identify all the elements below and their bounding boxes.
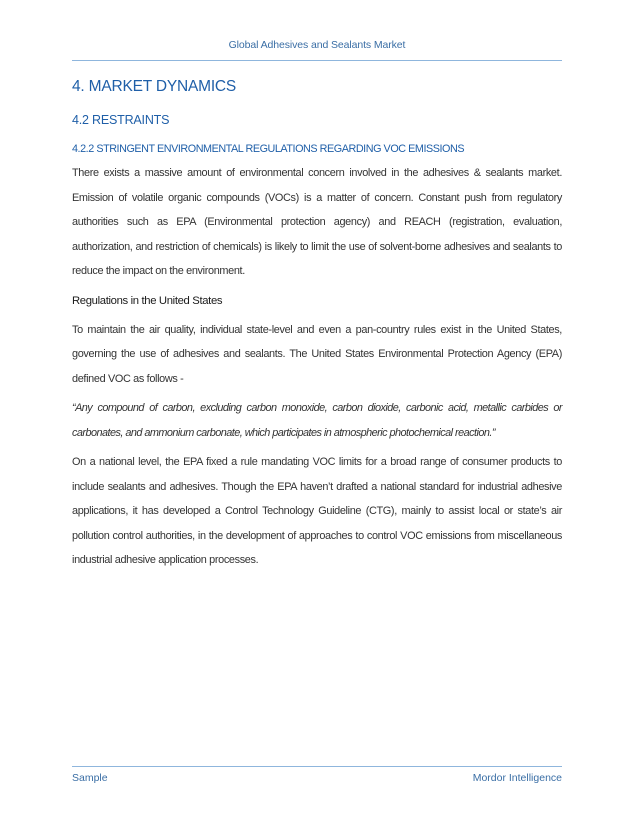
intro-paragraph: There exists a massive amount of environmental concern involved in the adhesives & sealants market. Emission of volatile organic compounds (VOCs) is a matter of concern. Constant push from regulatory authorities such as EPA (Environmental protection agency) and REACH (registration, evaluation, authorization, and restriction of chemicals) is likely to limit the use of solvent-borne adhesives and sealants to reduce the impact on the environment. bbox=[72, 167, 562, 277]
section-heading: 4. MARKET DYNAMICS bbox=[72, 78, 237, 95]
page-content bbox=[72, 78, 562, 573]
us-regulations-heading: Regulations in the United States bbox=[72, 294, 223, 307]
footer-divider bbox=[72, 766, 562, 767]
national-level-paragraph: On a national level, the EPA fixed a rule mandating VOC limits for a broad range of consumer products to include sealants and adhesives. Though the EPA haven’t drafted a national standard for industrial adhesive applications, it has developed a Control Technology Guideline (CTG), mainly to assist local or state’s air pollution control authorities, in the development of approaches to control VOC emissions from miscellaneous industrial adhesive application processes. bbox=[72, 456, 562, 566]
voc-definition-quote: “Any compound of carbon, excluding carbon monoxide, carbon dioxide, carbonic acid, metallic carbides or carbonates, and ammonium carbonate, which participates in atmospheric photochemical reaction.” bbox=[72, 402, 562, 439]
subsection-heading: 4.2 RESTRAINTS bbox=[72, 113, 170, 127]
header-divider bbox=[72, 60, 562, 61]
footer-company-name: Mordor Intelligence bbox=[472, 772, 562, 784]
subsubsection-heading: 4.2.2 STRINGENT ENVIRONMENTAL REGULATIONS REGARDING VOC EMISSIONS bbox=[72, 143, 465, 155]
footer-sample-label: Sample bbox=[72, 772, 108, 784]
running-header: Global Adhesives and Sealants Market bbox=[228, 39, 406, 51]
us-regulations-paragraph: To maintain the air quality, individual state-level and even a pan-country rules exist in the United States, governing the use of adhesives and sealants. The United States Environmental Protection Agency (EPA) defined VOC as follows - bbox=[72, 323, 562, 385]
